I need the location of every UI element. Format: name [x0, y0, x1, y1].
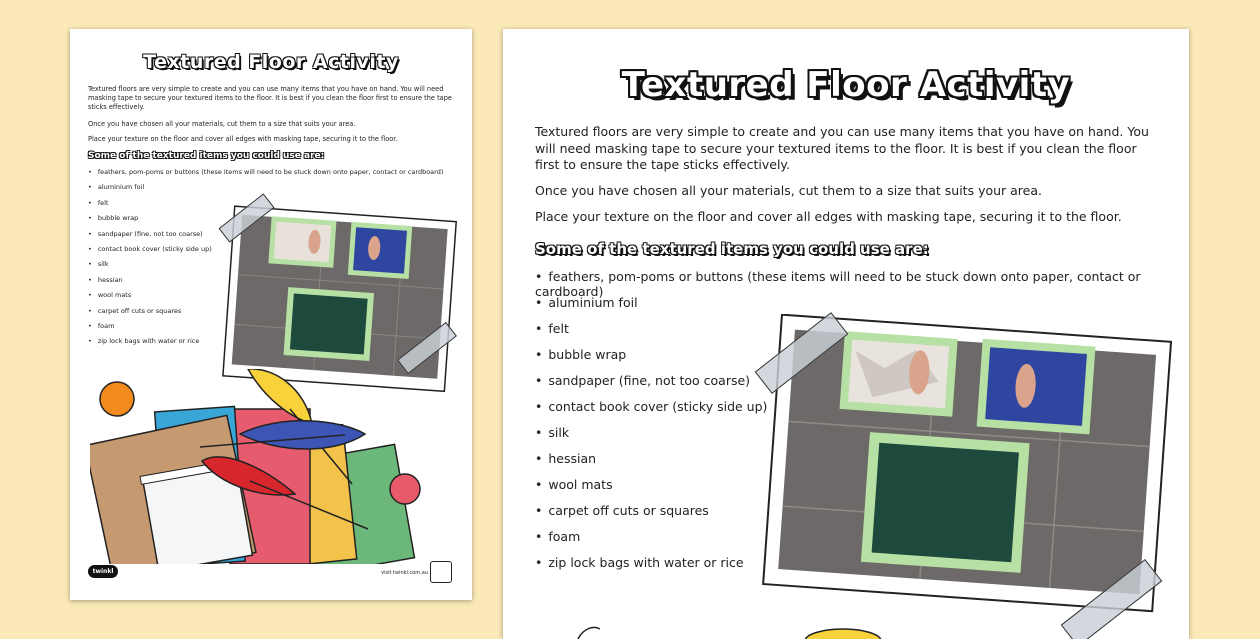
list-item: • hessian [535, 451, 1189, 477]
list-item: • feathers, pom-poms or buttons (these items will need to be stuck down onto paper, contact or cardboard) [535, 269, 1189, 295]
list-item: • bubble wrap [88, 214, 443, 229]
list-item: • contact book cover (sticky side up) [535, 399, 1189, 425]
intro-paragraph: Textured floors are very simple to create and you can use many items that you have on hand. You will need masking tape to secure your textured items to the floor. It is best if you clean the floor first to ensure the tape sticks effectively. [88, 85, 452, 111]
list-item: • hessian [88, 276, 443, 291]
worksheet-thumbnail-page[interactable] [70, 29, 472, 600]
list-item: • aluminium foil [535, 295, 1189, 321]
items-subheading: Some of the textured items you could use are: [88, 151, 325, 161]
list-item: • carpet off cuts or squares [535, 503, 1189, 529]
list-item: • silk [88, 260, 443, 275]
list-item: • silk [535, 425, 1189, 451]
list-item: • sandpaper (fine, not too coarse) [88, 230, 443, 245]
list-item: • feathers, pom-poms or buttons (these items will need to be stuck down onto paper, contact or cardboard) [88, 168, 443, 183]
instructions-paragraph: Place your texture on the floor and cover all edges with masking tape, securing it to the floor. [88, 135, 398, 143]
list-item: • contact book cover (sticky side up) [88, 245, 443, 260]
list-item: • carpet off cuts or squares [88, 307, 443, 322]
page-title: Textured Floor Activity [621, 65, 1071, 105]
list-item: • zip lock bags with water or rice [88, 337, 443, 352]
craft-materials-illustration [558, 619, 958, 639]
list-item: • bubble wrap [535, 347, 1189, 373]
list-item: • wool mats [535, 477, 1189, 503]
instructions-paragraph: Place your texture on the floor and cover all edges with masking tape, securing it to the floor. [535, 209, 1122, 224]
materials-paragraph: Once you have chosen all your materials, cut them to a size that suits your area. [88, 120, 356, 128]
craft-materials-illustration [90, 369, 460, 564]
feather-icon [805, 629, 881, 639]
badge-icon [430, 561, 452, 583]
list-item: • wool mats [88, 291, 443, 306]
items-subheading: Some of the textured items you could use are: [535, 240, 929, 258]
list-item: • foam [88, 322, 443, 337]
list-item: • zip lock bags with water or rice [535, 555, 1189, 581]
list-item: • sandpaper (fine, not too coarse) [535, 373, 1189, 399]
intro-paragraph: Textured floors are very simple to create and you can use many items that you have on hand. You will need masking tape to secure your textured items to the floor. It is best if you clean the floor first to ensure the tape sticks effectively. [535, 124, 1149, 172]
list-item: • foam [535, 529, 1189, 555]
pom-pom-icon [100, 382, 134, 416]
list-item: • felt [88, 199, 443, 214]
page-title: Textured Floor Activity [143, 51, 399, 73]
list-item: • aluminium foil [88, 183, 443, 198]
list-item: • felt [535, 321, 1189, 347]
worksheet-page[interactable] [503, 29, 1189, 639]
footer-url: visit twinkl.com.au [381, 570, 428, 576]
pom-pom-icon [390, 474, 420, 504]
materials-paragraph: Once you have chosen all your materials, cut them to a size that suits your area. [535, 183, 1042, 198]
twinkl-logo-icon: twinkl [88, 565, 118, 578]
